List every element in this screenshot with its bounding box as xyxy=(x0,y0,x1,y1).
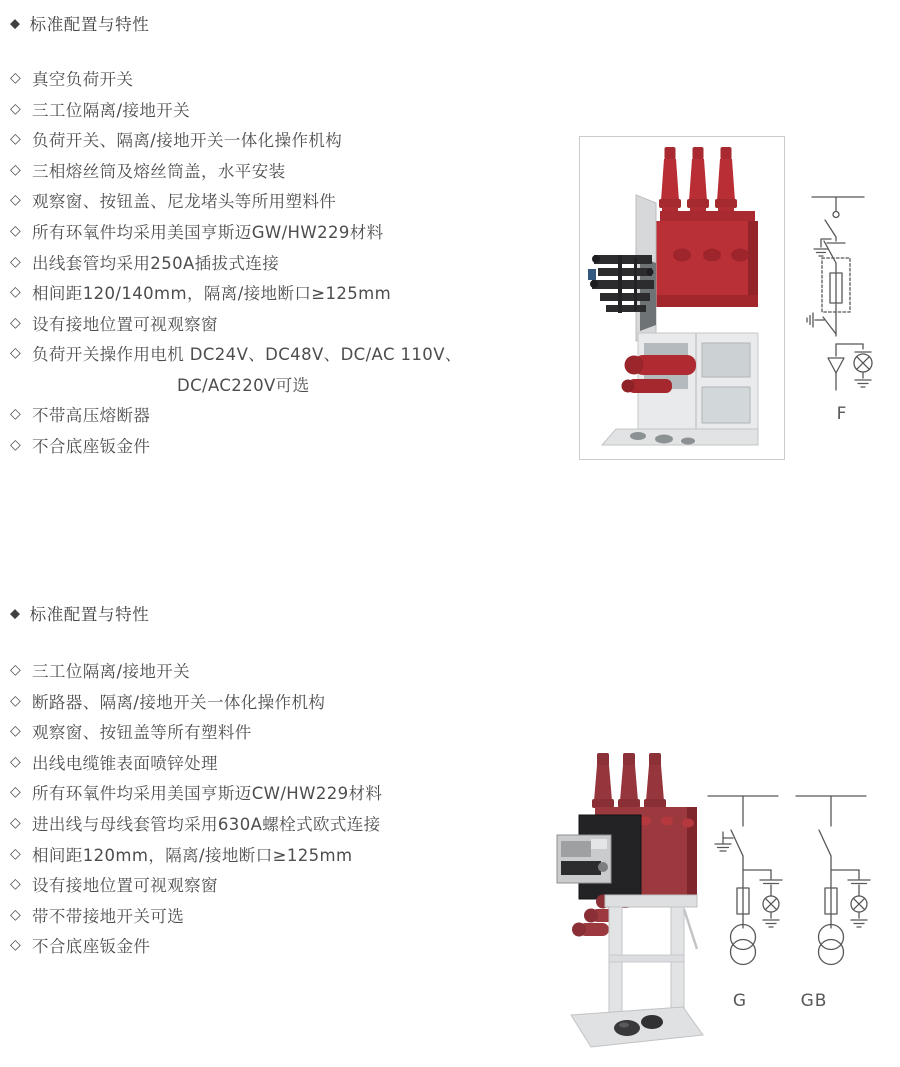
product-photo-load-break-switch xyxy=(579,136,785,460)
feature-item xyxy=(10,307,575,338)
feature-text: 观察窗、按钮盖等所有塑料件 xyxy=(32,723,252,743)
feature-text: 断路器、隔离/接地开关一体化操作机构 xyxy=(32,692,326,712)
open-diamond-icon: ◇ xyxy=(10,284,22,301)
circuit-diagram-G-GB xyxy=(703,782,893,972)
circuit-diagram-F xyxy=(790,170,894,405)
feature-text: 负荷开关、隔离/接地开关一体化操作机构 xyxy=(32,131,343,151)
feature-text: 带不带接地开关可选 xyxy=(32,906,185,926)
feature-text: 出线套管均采用250A插拔式连接 xyxy=(32,253,280,273)
filled-diamond-icon: ◆ xyxy=(10,606,21,621)
load-break-switch-illustration xyxy=(580,137,784,459)
open-diamond-icon: ◇ xyxy=(10,314,22,331)
open-diamond-icon: ◇ xyxy=(10,753,22,770)
earth-symbol xyxy=(855,380,871,387)
feature-text: 不合底座钣金件 xyxy=(32,937,151,957)
figure-label-GB: GB xyxy=(800,991,828,1011)
cable-plug-symbol xyxy=(828,358,844,373)
feature-text: 相间距120mm，隔离/接地断口≥125mm xyxy=(32,845,353,865)
section-2-header xyxy=(10,601,149,625)
figure-label-G: G xyxy=(732,991,748,1011)
feature-list-2 xyxy=(10,655,575,960)
open-diamond-icon: ◇ xyxy=(10,845,22,862)
feature-text: 不带高压熔断器 xyxy=(32,406,151,426)
bushing-group xyxy=(659,147,737,217)
feature-item-continuation xyxy=(10,368,575,399)
earth-symbol xyxy=(851,920,867,927)
earth-symbol xyxy=(715,844,731,851)
feature-text: 三工位隔离/接地开关 xyxy=(32,100,191,120)
feature-text: 不合底座钣金件 xyxy=(32,436,151,456)
feature-item xyxy=(10,155,575,186)
section-1-header xyxy=(10,11,149,35)
feature-item xyxy=(10,63,575,94)
feature-text: 所有环氧件均采用美国亨斯迈CW/HW229材料 xyxy=(32,784,383,804)
feature-text: 真空负荷开关 xyxy=(32,70,134,90)
feature-text: 观察窗、按钮盖、尼龙堵头等所用塑料件 xyxy=(32,192,337,212)
earth-symbol xyxy=(814,249,828,256)
filled-diamond-icon: ◆ xyxy=(10,16,21,31)
feature-list-1 xyxy=(10,63,575,460)
section-2-title: 标准配置与特性 xyxy=(29,605,150,624)
diagram-GB xyxy=(796,796,870,965)
feature-item xyxy=(10,185,575,216)
feature-item xyxy=(10,246,575,277)
bushing-group xyxy=(592,753,666,808)
open-diamond-icon: ◇ xyxy=(10,692,22,709)
earth-symbol xyxy=(807,313,813,327)
section-1-title: 标准配置与特性 xyxy=(29,15,150,34)
diagram-G xyxy=(708,796,782,965)
feature-item xyxy=(10,124,575,155)
open-diamond-icon: ◇ xyxy=(10,815,22,831)
feature-text: DC/AC220V可选 xyxy=(177,375,310,395)
open-diamond-icon: ◇ xyxy=(10,161,22,178)
feature-text: 三工位隔离/接地开关 xyxy=(32,662,191,682)
open-diamond-icon: ◇ xyxy=(10,436,22,453)
open-diamond-icon: ◇ xyxy=(10,253,22,270)
open-diamond-icon: ◇ xyxy=(10,723,22,740)
open-diamond-icon: ◇ xyxy=(10,784,22,801)
feature-item xyxy=(10,747,575,778)
open-diamond-icon: ◇ xyxy=(10,345,22,362)
open-diamond-icon: ◇ xyxy=(10,131,22,148)
feature-item xyxy=(10,869,575,900)
open-diamond-icon: ◇ xyxy=(10,406,22,423)
feature-item xyxy=(10,338,575,369)
feature-item xyxy=(10,216,575,247)
open-diamond-icon: ◇ xyxy=(10,70,22,87)
feature-text: 出线电缆锥表面喷锌处理 xyxy=(32,753,218,773)
feature-text: 相间距120/140mm，隔离/接地断口≥125mm xyxy=(32,284,392,304)
feature-text: 进出线与母线套管均采用630A螺栓式欧式连接 xyxy=(32,815,381,834)
earth-symbol xyxy=(763,920,779,927)
feature-item xyxy=(10,399,575,430)
feature-item xyxy=(10,777,575,808)
feature-item xyxy=(10,94,575,125)
feature-item xyxy=(10,655,575,686)
figure-label-F: F xyxy=(836,404,848,424)
feature-item xyxy=(10,430,575,461)
feature-text: 所有环氧件均采用美国亨斯迈GW/HW229材料 xyxy=(32,223,384,242)
open-diamond-icon: ◇ xyxy=(10,876,22,893)
open-diamond-icon: ◇ xyxy=(10,223,22,239)
feature-text: 设有接地位置可视观察窗 xyxy=(32,876,218,896)
open-diamond-icon: ◇ xyxy=(10,937,22,954)
feature-text: 三相熔丝筒及熔丝筒盖，水平安装 xyxy=(32,161,286,181)
feature-item xyxy=(10,716,575,747)
open-diamond-icon: ◇ xyxy=(10,192,22,209)
open-diamond-icon: ◇ xyxy=(10,100,22,117)
open-diamond-icon: ◇ xyxy=(10,906,22,923)
feature-item xyxy=(10,277,575,308)
circuit-breaker-illustration xyxy=(545,745,715,1050)
feature-item xyxy=(10,930,575,961)
feature-item xyxy=(10,686,575,717)
product-photo-circuit-breaker xyxy=(545,745,715,1050)
feature-text: 负荷开关操作用电机 DC24V、DC48V、DC/AC 110V、 xyxy=(32,345,462,365)
feature-text: 设有接地位置可视观察窗 xyxy=(32,314,218,334)
feature-item xyxy=(10,899,575,930)
feature-item xyxy=(10,808,575,839)
open-diamond-icon: ◇ xyxy=(10,662,22,679)
feature-item xyxy=(10,838,575,869)
